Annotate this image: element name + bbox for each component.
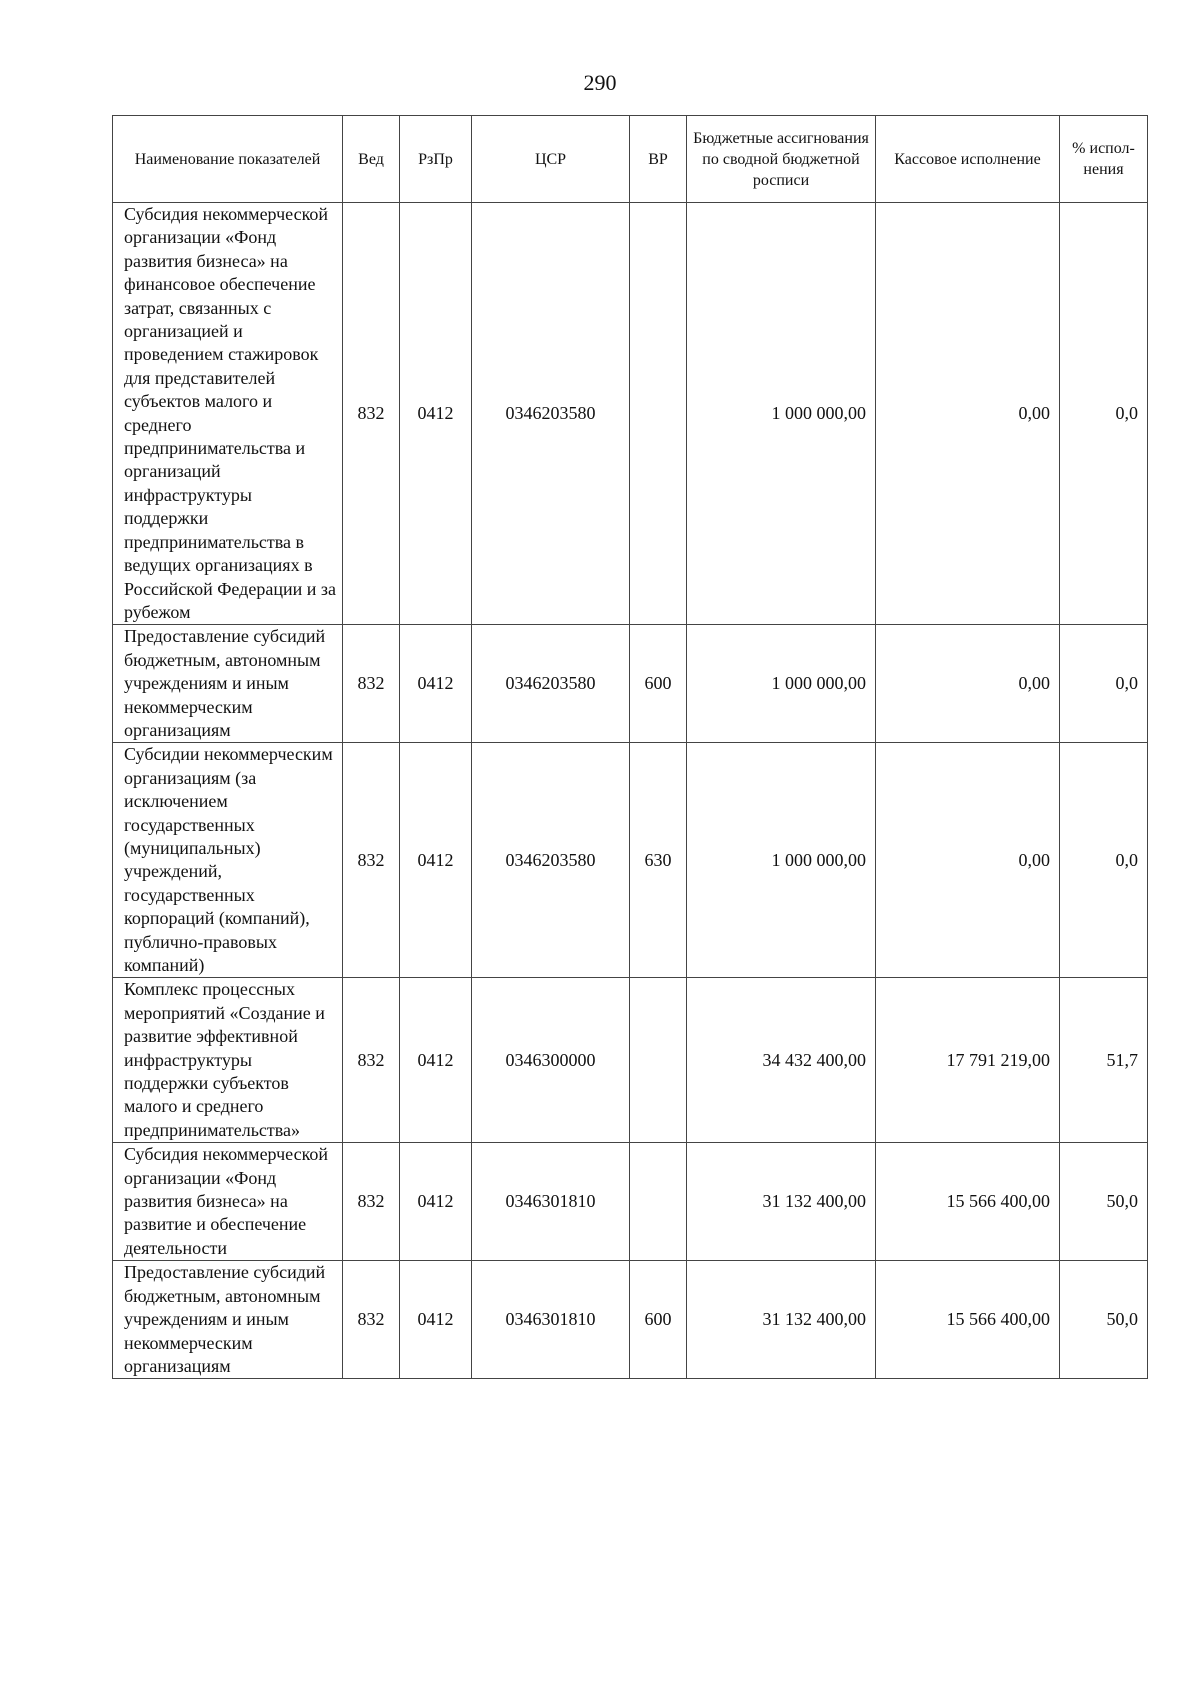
header-cash: Кассовое исполнение bbox=[876, 116, 1060, 203]
row-budget: 31 132 400,00 bbox=[687, 1261, 876, 1379]
row-ved: 832 bbox=[343, 978, 400, 1143]
table-row bbox=[113, 1261, 1148, 1379]
row-name: Субсидии некоммерческим организациям (за исключением государственных (муниципальных) учреждений, государственных корпораций (компаний), публично-правовых компаний) bbox=[113, 743, 343, 978]
row-percent: 0,0 bbox=[1060, 743, 1148, 978]
header-vr: ВР bbox=[630, 116, 687, 203]
row-percent: 50,0 bbox=[1060, 1143, 1148, 1261]
row-cash: 15 566 400,00 bbox=[876, 1143, 1060, 1261]
row-cash: 0,00 bbox=[876, 625, 1060, 743]
row-budget: 1 000 000,00 bbox=[687, 203, 876, 625]
row-rzpr: 0412 bbox=[400, 978, 472, 1143]
header-ved: Вед bbox=[343, 116, 400, 203]
row-percent: 50,0 bbox=[1060, 1261, 1148, 1379]
row-csr: 0346203580 bbox=[472, 203, 630, 625]
row-ved: 832 bbox=[343, 743, 400, 978]
row-vr: 600 bbox=[630, 625, 687, 743]
row-csr: 0346301810 bbox=[472, 1261, 630, 1379]
row-cash: 0,00 bbox=[876, 203, 1060, 625]
row-name: Субсидия некоммерческой организации «Фонд развития бизнеса» на развитие и обеспечение деятельности bbox=[113, 1143, 343, 1261]
table-row bbox=[113, 625, 1148, 743]
table-row bbox=[113, 978, 1148, 1143]
table-body bbox=[113, 203, 1148, 1379]
row-csr: 0346300000 bbox=[472, 978, 630, 1143]
header-rzpr: РзПр bbox=[400, 116, 472, 203]
row-rzpr: 0412 bbox=[400, 625, 472, 743]
row-ved: 832 bbox=[343, 203, 400, 625]
page-number: 290 bbox=[583, 70, 617, 95]
row-budget: 34 432 400,00 bbox=[687, 978, 876, 1143]
row-name: Предоставление субсидий бюджетным, автономным учреждениям и иным некоммерческим организациям bbox=[113, 1261, 343, 1379]
table-row bbox=[113, 1143, 1148, 1261]
row-percent: 51,7 bbox=[1060, 978, 1148, 1143]
row-vr: 600 bbox=[630, 1261, 687, 1379]
row-rzpr: 0412 bbox=[400, 743, 472, 978]
row-csr: 0346203580 bbox=[472, 743, 630, 978]
header-budget: Бюджетные ассигнования по сводной бюджетной росписи bbox=[687, 116, 876, 203]
row-budget: 1 000 000,00 bbox=[687, 625, 876, 743]
row-ved: 832 bbox=[343, 625, 400, 743]
row-name: Предоставление субсидий бюджетным, автономным учреждениям и иным некоммерческим организациям bbox=[113, 625, 343, 743]
row-cash: 15 566 400,00 bbox=[876, 1261, 1060, 1379]
row-rzpr: 0412 bbox=[400, 1261, 472, 1379]
row-vr bbox=[630, 978, 687, 1143]
header-percent: % испол-нения bbox=[1060, 116, 1148, 203]
table-row bbox=[113, 743, 1148, 978]
row-cash: 17 791 219,00 bbox=[876, 978, 1060, 1143]
row-rzpr: 0412 bbox=[400, 203, 472, 625]
row-cash: 0,00 bbox=[876, 743, 1060, 978]
row-csr: 0346301810 bbox=[472, 1143, 630, 1261]
row-csr: 0346203580 bbox=[472, 625, 630, 743]
table-row bbox=[113, 203, 1148, 625]
row-vr: 630 bbox=[630, 743, 687, 978]
row-name: Комплекс процессных мероприятий «Создание и развитие эффективной инфраструктуры поддержки субъектов малого и среднего предпринимательства» bbox=[113, 978, 343, 1143]
row-percent: 0,0 bbox=[1060, 625, 1148, 743]
row-ved: 832 bbox=[343, 1143, 400, 1261]
header-row bbox=[113, 116, 1148, 203]
table-header bbox=[113, 116, 1148, 203]
row-budget: 1 000 000,00 bbox=[687, 743, 876, 978]
budget-table bbox=[112, 115, 1148, 1379]
header-csr: ЦСР bbox=[472, 116, 630, 203]
row-vr bbox=[630, 203, 687, 625]
row-ved: 832 bbox=[343, 1261, 400, 1379]
row-percent: 0,0 bbox=[1060, 203, 1148, 625]
header-name: Наименование показателей bbox=[113, 116, 343, 203]
row-rzpr: 0412 bbox=[400, 1143, 472, 1261]
row-vr bbox=[630, 1143, 687, 1261]
row-name: Субсидия некоммерческой организации «Фонд развития бизнеса» на финансовое обеспечение затрат, связанных с организацией и проведением стажировок для представителей субъектов малого и среднего предпринимательства и организаций инфраструктуры поддержки предпринимательства в ведущих организациях в Российской Федерации и за рубежом bbox=[113, 203, 343, 625]
row-budget: 31 132 400,00 bbox=[687, 1143, 876, 1261]
